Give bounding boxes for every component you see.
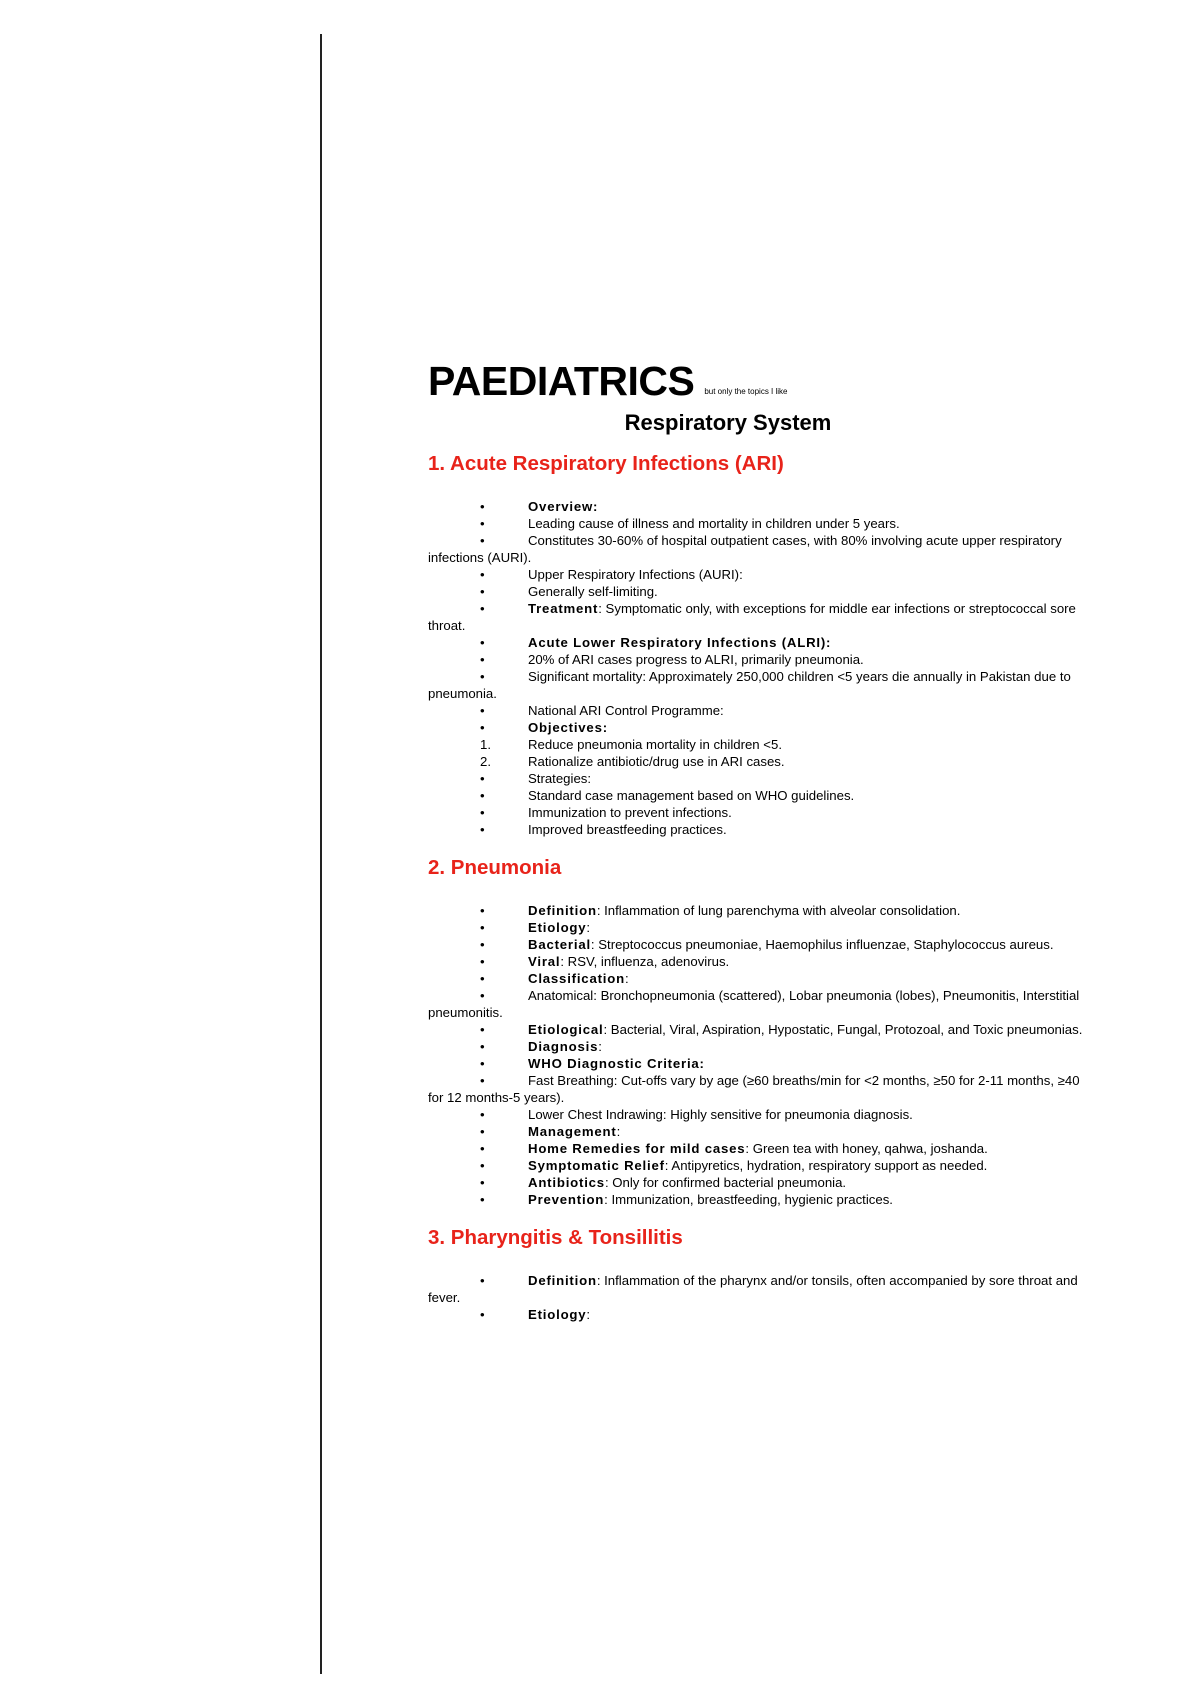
item-text: : Inflammation of lung parenchyma with alveolar consolidation. — [596, 903, 961, 918]
item-label: Definition — [528, 903, 597, 918]
item-text: Lower Chest Indrawing: Highly sensitive for pneumonia diagnosis. — [528, 1107, 913, 1122]
item-label: Prevention — [528, 1192, 605, 1207]
list-item — [428, 787, 1088, 804]
item-label: Viral — [528, 954, 561, 969]
item-label: Treatment — [528, 601, 599, 616]
list-item — [428, 498, 1088, 515]
list-item — [428, 702, 1088, 719]
list-item — [428, 1174, 1088, 1191]
list-marker: • — [480, 788, 485, 803]
item-text: Reduce pneumonia mortality in children <5. — [528, 737, 783, 752]
item-label: Bacterial — [528, 937, 591, 952]
list-item — [428, 821, 1088, 838]
item-text: : Green tea with honey, qahwa, joshanda. — [745, 1141, 988, 1156]
list-marker: • — [480, 499, 485, 514]
list-marker: • — [480, 937, 485, 952]
list-item — [428, 1106, 1088, 1123]
item-text: Strategies: — [528, 771, 592, 786]
item-label: Diagnosis — [528, 1039, 599, 1054]
list-item — [428, 583, 1088, 600]
list-marker: • — [480, 1107, 485, 1122]
list-marker: 1. — [480, 737, 491, 752]
list-marker: • — [480, 988, 485, 1003]
list-item — [428, 1140, 1088, 1157]
list-marker: • — [480, 635, 485, 650]
item-label: Antibiotics — [528, 1175, 605, 1190]
list-marker: • — [480, 903, 485, 918]
ari-items — [428, 498, 1088, 838]
list-marker: • — [480, 1192, 485, 1207]
item-text: Improved breastfeeding practices. — [528, 822, 727, 837]
item-text: : — [598, 1039, 602, 1054]
list-item — [428, 651, 1088, 668]
item-text: Fast Breathing: Cut-offs vary by age (≥60 breaths/min for <2 months, ≥50 for 2-11 months, ≥40 for 12 months-5 years). — [428, 1073, 1080, 1105]
title-note: but only the topics I like — [704, 387, 788, 396]
item-text: Leading cause of illness and mortality in children under 5 years. — [528, 516, 900, 531]
item-text: : — [586, 1307, 591, 1322]
item-text: : Bacterial, Viral, Aspiration, Hypostatic, Fungal, Protozoal, and Toxic pneumonias. — [603, 1022, 1083, 1037]
list-marker: • — [480, 703, 485, 718]
list-item — [428, 736, 1088, 753]
item-text: : Inflammation of the pharynx and/or tonsils, often accompanied by sore throat and fever. — [428, 1273, 1078, 1305]
list-marker: • — [480, 567, 485, 582]
section-heading-pneumonia: 2. Pneumonia — [428, 856, 562, 879]
item-text: Rationalize antibiotic/drug use in ARI cases. — [528, 754, 785, 769]
list-marker: • — [480, 1039, 485, 1054]
item-label: Etiological — [528, 1022, 604, 1037]
item-text: Constitutes 30-60% of hospital outpatient cases, with 80% involving acute upper respiratory infections (AURI). — [428, 533, 1062, 565]
item-text: 20% of ARI cases progress to ALRI, primarily pneumonia. — [528, 652, 864, 667]
list-item — [428, 1191, 1088, 1208]
list-item — [428, 1123, 1088, 1140]
item-label: Overview: — [528, 499, 599, 514]
list-marker: • — [480, 601, 485, 616]
list-item — [428, 1055, 1088, 1072]
list-item — [428, 1072, 1088, 1106]
item-text: Immunization to prevent infections. — [528, 805, 732, 820]
section-heading-ari: 1. Acute Respiratory Infections (ARI) — [428, 452, 784, 475]
item-label: Home Remedies for mild cases — [528, 1141, 746, 1156]
list-item — [428, 804, 1088, 821]
list-item — [428, 919, 1088, 936]
list-item — [428, 1306, 1088, 1323]
list-marker: 2. — [480, 754, 491, 769]
list-marker: • — [480, 1307, 485, 1322]
list-marker: • — [480, 533, 485, 548]
item-text: : — [586, 920, 591, 935]
item-text: Standard case management based on WHO guidelines. — [528, 788, 855, 803]
list-item — [428, 600, 1088, 634]
item-text: : Immunization, breastfeeding, hygienic practices. — [604, 1192, 893, 1207]
list-marker: • — [480, 1273, 485, 1288]
list-item — [428, 970, 1088, 987]
list-marker: • — [480, 1056, 485, 1071]
item-text: National ARI Control Programme: — [528, 703, 724, 718]
list-marker: • — [480, 584, 485, 599]
item-label: Acute Lower Respiratory Infections (ALRI): — [528, 635, 832, 650]
item-label: Symptomatic Relief — [528, 1158, 665, 1173]
document-body — [428, 352, 1088, 1323]
list-marker: • — [480, 1124, 485, 1139]
item-text: Generally self-limiting. — [528, 584, 658, 599]
list-marker: • — [480, 971, 485, 986]
item-label: Classification — [528, 971, 625, 986]
title-row — [428, 352, 1088, 402]
list-item — [428, 515, 1088, 532]
item-text: Anatomical: Bronchopneumonia (scattered), Lobar pneumonia (lobes), Pneumonitis, Interstitial pneumonitis. — [428, 988, 1080, 1020]
item-text: : Antipyretics, hydration, respiratory support as needed. — [664, 1158, 988, 1173]
list-item — [428, 953, 1088, 970]
list-item — [428, 634, 1088, 651]
item-text: Significant mortality: Approximately 250,000 children <5 years die annually in Pakistan due to pneumonia. — [428, 669, 1071, 701]
item-label: Etiology — [528, 920, 587, 935]
list-item — [428, 719, 1088, 736]
list-marker: • — [480, 822, 485, 837]
item-text: : — [624, 971, 629, 986]
list-marker: • — [480, 516, 485, 531]
list-marker: • — [480, 805, 485, 820]
list-item — [428, 1272, 1088, 1306]
item-label: WHO Diagnostic Criteria: — [528, 1056, 705, 1071]
list-item — [428, 753, 1088, 770]
list-marker: • — [480, 652, 485, 667]
list-item — [428, 532, 1088, 566]
pneumonia-items — [428, 902, 1088, 1208]
list-item — [428, 566, 1088, 583]
list-item — [428, 936, 1088, 953]
list-item — [428, 770, 1088, 787]
item-text: : RSV, influenza, adenovirus. — [560, 954, 730, 969]
page-subtitle: Respiratory System — [624, 410, 832, 435]
list-marker: • — [480, 771, 485, 786]
list-item — [428, 1021, 1088, 1038]
item-label: Management — [528, 1124, 617, 1139]
list-marker: • — [480, 954, 485, 969]
list-item — [428, 668, 1088, 702]
list-marker: • — [480, 720, 485, 735]
list-item — [428, 902, 1088, 919]
item-label: Objectives: — [528, 720, 608, 735]
item-text: : Only for confirmed bacterial pneumonia. — [604, 1175, 847, 1190]
item-label: Etiology — [528, 1307, 587, 1322]
section-heading-pharyngitis: 3. Pharyngitis & Tonsillitis — [428, 1226, 683, 1249]
list-item — [428, 987, 1088, 1021]
list-item — [428, 1157, 1088, 1174]
item-label: Definition — [528, 1273, 597, 1288]
list-marker: • — [480, 1141, 485, 1156]
item-text: Upper Respiratory Infections (AURI): — [528, 567, 743, 582]
item-text: : — [616, 1124, 621, 1139]
list-marker: • — [480, 1073, 485, 1088]
pharyngitis-items — [428, 1272, 1088, 1323]
page-title: PAEDIATRICS — [428, 358, 695, 404]
list-marker: • — [480, 1022, 485, 1037]
item-text: : Symptomatic only, with exceptions for middle ear infections or streptococcal sore throat. — [428, 601, 1076, 633]
list-item — [428, 1038, 1088, 1055]
margin-rule — [320, 34, 322, 1674]
list-marker: • — [480, 669, 485, 684]
item-text: : Streptococcus pneumoniae, Haemophilus influenzae, Staphylococcus aureus. — [590, 937, 1054, 952]
list-marker: • — [480, 1175, 485, 1190]
list-marker: • — [480, 1158, 485, 1173]
list-marker: • — [480, 920, 485, 935]
